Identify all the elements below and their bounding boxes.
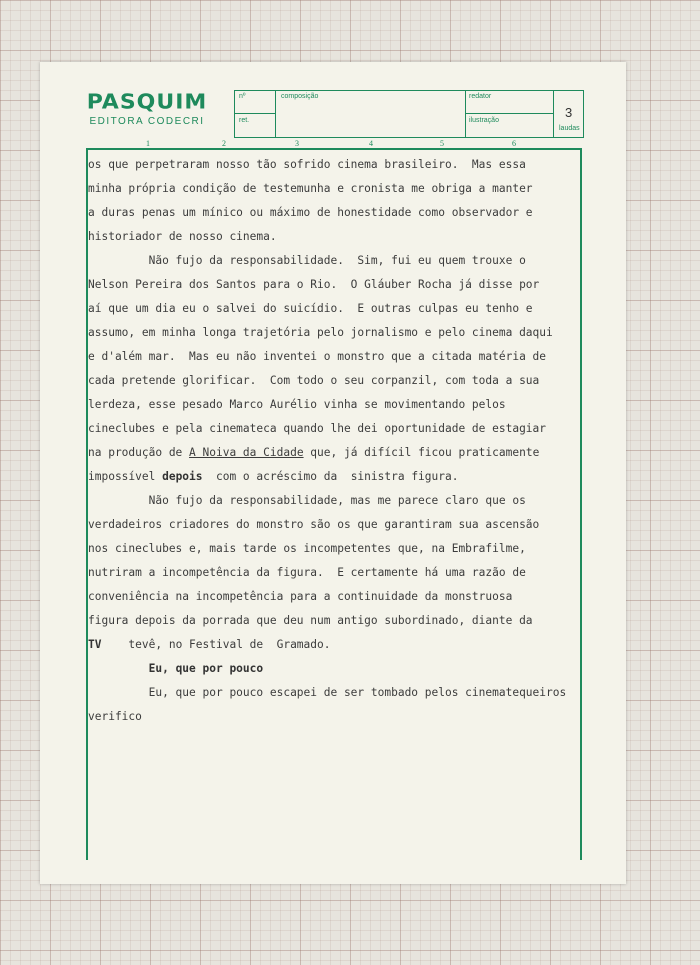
text-line: verifico bbox=[88, 710, 142, 723]
ruler-mark: 2 bbox=[222, 139, 226, 148]
text-line: Não fujo da responsabilidade. Sim, fui eu quem trouxe o bbox=[88, 254, 526, 267]
struck-word: TV bbox=[88, 638, 102, 651]
text-line bbox=[88, 470, 458, 484]
margin-rule-right bbox=[580, 148, 582, 860]
text-line: nos cineclubes e, mais tarde os incompetentes que, na Embrafilme, bbox=[88, 542, 526, 555]
text-line: historiador de nosso cinema. bbox=[88, 230, 277, 243]
ruler-mark: 5 bbox=[440, 139, 444, 148]
label-laudas: laudas bbox=[559, 125, 580, 132]
struck-line: Eu, que por pouco bbox=[148, 662, 264, 675]
text-segment: com o acréscimo da sinistra figura. bbox=[202, 470, 459, 483]
text-line: Não fujo da responsabilidade, mas me parece claro que os bbox=[88, 494, 526, 507]
logo-subtitle: EDITORA CODECRI bbox=[89, 116, 205, 127]
ruler-mark: 6 bbox=[512, 139, 516, 148]
text-line bbox=[88, 446, 539, 460]
struck-word: depois bbox=[162, 470, 203, 483]
text-line: verdadeiros criadores do monstro são os que garantiram sua ascensão bbox=[88, 518, 540, 531]
text-line: conveniência na incompetência para a continuidade da monstruosa bbox=[88, 590, 513, 603]
text-line: cineclubes e pela cinemateca quando lhe dei oportunidade de estagiar bbox=[88, 422, 547, 435]
text-segment: que, já difícil ficou praticamente bbox=[303, 446, 540, 459]
laudas-number: 3 bbox=[565, 105, 573, 120]
text-segment: tevê, no Festival de Gramado. bbox=[101, 638, 331, 651]
pasquim-logo bbox=[84, 92, 210, 127]
margin-rule-top bbox=[86, 148, 582, 150]
text-line: lerdeza, esse pesado Marco Aurélio vinha se movimentando pelos bbox=[88, 398, 506, 411]
label-numero: nº bbox=[239, 93, 246, 100]
text-line: nutriram a incompetência da figura. E certamente há uma razão de bbox=[88, 566, 526, 579]
header-form-box bbox=[234, 90, 584, 138]
label-composicao: composição bbox=[281, 93, 319, 100]
text-line: assumo, em minha longa trajetória pelo jornalismo e pelo cinema daqui bbox=[88, 326, 553, 339]
text-line: minha própria condição de testemunha e cronista me obriga a manter bbox=[88, 182, 533, 195]
text-line: figura depois da porrada que deu num antigo subordinado, diante da bbox=[88, 614, 533, 627]
label-redator: redator bbox=[469, 93, 492, 100]
ruler-mark: 3 bbox=[295, 139, 299, 148]
text-segment: impossível bbox=[88, 470, 163, 483]
label-ret: ret. bbox=[239, 117, 250, 124]
text-line: cada pretende glorificar. Com todo o seu corpanzil, com toda a sua bbox=[88, 374, 540, 387]
text-line: e d'além mar. Mas eu não inventei o monstro que a citada matéria de bbox=[88, 350, 547, 363]
text-segment: na produção de bbox=[88, 446, 190, 459]
text-segment bbox=[88, 662, 149, 675]
typewritten-page bbox=[40, 62, 626, 884]
film-title: A Noiva da Cidade bbox=[189, 446, 304, 459]
text-line: a duras penas um mínico ou máximo de honestidade como observador e bbox=[88, 206, 533, 219]
ruler-mark: 1 bbox=[146, 139, 150, 148]
text-line bbox=[88, 638, 331, 652]
text-line: os que perpetraram nosso tão sofrido cinema brasileiro. Mas essa bbox=[88, 158, 526, 171]
text-line bbox=[88, 662, 263, 676]
text-line: Eu, que por pouco escapei de ser tombado pelos cinematequeiros bbox=[88, 686, 567, 699]
ruler-mark: 4 bbox=[369, 139, 373, 148]
text-line: aí que um dia eu o salvei do suicídio. E outras culpas eu tenho e bbox=[88, 302, 533, 315]
label-ilustracao: ilustração bbox=[469, 117, 499, 124]
text-line: Nelson Pereira dos Santos para o Rio. O Gláuber Rocha já disse por bbox=[88, 278, 540, 291]
logo-title: PASQUIM bbox=[86, 91, 208, 115]
